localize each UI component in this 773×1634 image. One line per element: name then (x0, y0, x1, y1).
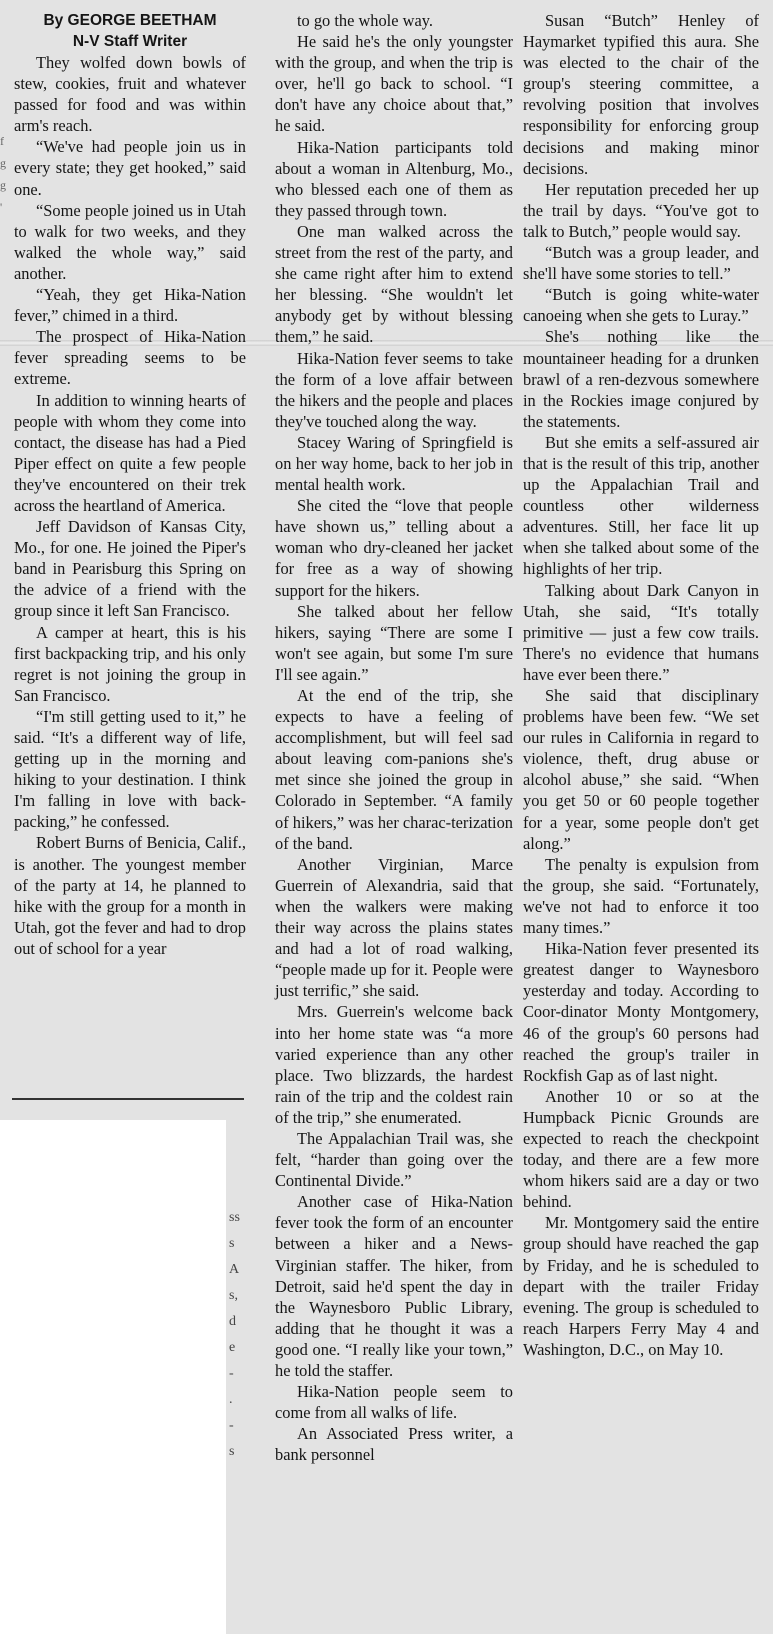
article-paragraph: A camper at heart, this is his first backpacking trip, and his only regret is not joining the group in San Francisco. (14, 622, 246, 705)
edge-fragment: ' (0, 200, 3, 214)
article-paragraph: In addition to winning hearts of people with whom they come into contact, the disease has had a Pied Piper effect on quite a few people they've encountered on their trek across the heartland of America. (14, 390, 246, 515)
left-edge-fragments (0, 130, 8, 218)
edge-fragment: g (0, 178, 6, 192)
article-column-2 (275, 10, 513, 1465)
edge-fragment: d (229, 1314, 236, 1329)
edge-fragment: - (229, 1366, 234, 1381)
column-3-paragraphs (523, 10, 759, 1360)
article-paragraph: “Butch was a group leader, and she'll have some stories to tell.” (523, 243, 759, 284)
article-paragraph: The penalty is expulsion from the group, she said. “Fortunately, we've not had to enforce it too many times.” (523, 854, 759, 938)
article-paragraph: Hika-Nation fever presented its greatest danger to Waynesboro yesterday and today. According to Coor-dinator Monty Montgomery, 46 of the group's 60 persons had reached the group's trailer in Rockfish Gap as of last night. (523, 939, 759, 1085)
article-paragraph: She cited the “love that people have shown us,” telling about a woman who dry-cleaned her jacket for free as a way of showing support for the hikers. (275, 496, 513, 600)
edge-fragment: s (229, 1444, 235, 1459)
article-paragraph: She's nothing like the mountaineer heading for a drunken brawl of a ren-dezvous somewhere in the Rockies image conjured by the statements. (523, 327, 759, 431)
article-paragraph: Hika-Nation participants told about a woman in Altenburg, Mo., who blessed each one of them as they passed through town. (275, 137, 513, 220)
article-paragraph: Another 10 or so at the Humpback Picnic Grounds are expected to reach the checkpoint today, and there are a few more whom hikers said are a day or two behind. (523, 1086, 759, 1212)
article-paragraph: He said he's the only youngster with the group, and when the trip is over, he'll go back to school. “I don't have any choice about that,” he said. (275, 32, 513, 136)
edge-fragment: e (229, 1340, 236, 1355)
article-paragraph: The prospect of Hika-Nation fever spreading seems to be extreme. (14, 327, 246, 389)
article-paragraph: “Yeah, they get Hika-Nation fever,” chimed in a third. (14, 285, 246, 326)
article-paragraph: Another Virginian, Marce Guerrein of Alexandria, said that when the walkers were making their way across the plains states and had a lot of road walking, “people made up for it. People were just terrific,” she said. (275, 854, 513, 1001)
article-paragraph: Hika-Nation people seem to come from all walks of life. (275, 1382, 513, 1423)
article-paragraph: Mrs. Guerrein's welcome back into her home state was “a more varied experience than any other place. Two blizzards, the hardest rain of the trip and the coldest rain of the trip,” she enumerated. (275, 1002, 513, 1127)
article-paragraph: Stacey Waring of Springfield is on her way home, back to her job in mental health work. (275, 432, 513, 495)
byline-author: By GEORGE BEETHAM (43, 12, 217, 29)
article-paragraph: Mr. Montgomery said the entire group should have reached the gap by Friday, and he is scheduled to depart with the trailer Friday evening. The group is scheduled to reach Harpers Ferry May 4 and Washington, D.C., on May 10. (523, 1213, 759, 1359)
article-paragraph: Jeff Davidson of Kansas City, Mo., for one. He joined the Piper's band in Pearisburg this Spring on the advice of a friend with the group since it left San Francisco. (14, 517, 246, 621)
edge-fragment: A (229, 1262, 240, 1277)
article-paragraph: The Appalachian Trail was, she felt, “harder than going over the Continental Divide.” (275, 1128, 513, 1191)
article-paragraph: Another case of Hika-Nation fever took the form of an encounter between a hiker and a News-Virginian staffer. The hiker, from Detroit, said he'd spent the day in the Waynesboro Public Library, adding that he thought it was a good one. “I really like your town,” he told the staffer. (275, 1192, 513, 1380)
edge-fragment: ss (229, 1210, 240, 1225)
article-paragraph: Susan “Butch” Henley of Haymarket typified this aura. She was elected to the chair of the group's steering committee, a revolving position that involves responsibility for enforcing group decisions and making minor decisions. (523, 11, 759, 178)
clipped-edge-fragments (229, 1205, 243, 1465)
article-paragraph: Robert Burns of Benicia, Calif., is another. The youngest member of the party at 14, he planned to hike with the group for a month in Utah, got the fever and had to drop out of school for a year (14, 833, 246, 958)
edge-fragment: g (0, 156, 6, 170)
edge-fragment: s (229, 1236, 235, 1251)
article-paragraph: “Some people joined us in Utah to walk for two weeks, and they walked the whole way,” said another. (14, 200, 246, 283)
article-paragraph: “We've had people join us in every state; they get hooked,” said one. (14, 137, 246, 199)
article-paragraph: Talking about Dark Canyon in Utah, she said, “It's totally primitive — just a few cow trails. There's no evidence that humans have ever been there.” (523, 580, 759, 684)
article-paragraph: One man walked across the street from the rest of the party, and she came right after him to extend her blessing. “She wouldn't let anybody get by without blessing them,” he said. (275, 221, 513, 347)
column-2-paragraphs (275, 10, 513, 1465)
article-paragraph: Hika-Nation fever seems to take the form of a love affair between the hikers and the people and places they've touched along the way. (275, 348, 513, 431)
edge-fragment: . (229, 1392, 233, 1407)
article-column-3 (523, 10, 759, 1360)
article-paragraph: “I'm still getting used to it,” he said. “It's a different way of life, getting up in the morning and hiking to your destination. I think I'm falling in love with back-packing,” he confessed. (14, 706, 246, 832)
column-1-paragraphs (14, 52, 246, 959)
article-paragraph: But she emits a self-assured air that is the result of this trip, another up the Appalachian Trail and countless other wilderness adventures. Still, her face lit up when she talked about some of the highlights of her trip. (523, 432, 759, 579)
edge-fragment: - (229, 1418, 234, 1433)
article-paragraph: She talked about her fellow hikers, saying “There are some I won't see again, but some I'm sure I'll see again.” (275, 601, 513, 684)
column-end-rule (12, 1098, 244, 1100)
article-paragraph: She said that disciplinary problems have been few. “We set our rules in California in regard to violence, theft, drug abuse or alcohol abuse,” she said. “When you get 50 or 60 people together for a year, some people don't get along.” (523, 686, 759, 853)
edge-fragment: s, (229, 1288, 238, 1303)
edge-fragment: f (0, 134, 4, 148)
article-paragraph: Her reputation preceded her up the trail by days. “You've got to talk to Butch,” people would say. (523, 179, 759, 241)
article-paragraph: They wolfed down bowls of stew, cookies, fruit and whatever passed for food and was within arm's reach. (14, 53, 246, 136)
article-paragraph: An Associated Press writer, a bank personnel (275, 1424, 513, 1465)
byline (14, 10, 246, 52)
byline-title: N-V Staff Writer (72, 33, 188, 50)
article-paragraph: to go the whole way. (297, 11, 433, 30)
article-paragraph: At the end of the trip, she expects to have a feeling of accomplishment, but will feel sad about leaving com-panions she's met since she joined the group in Colorado in September. “A family of hikers,” was her charac-terization of the band. (275, 686, 513, 853)
article-paragraph: “Butch is going white-water canoeing when she gets to Luray.” (523, 285, 759, 326)
article-column-1 (14, 10, 246, 959)
